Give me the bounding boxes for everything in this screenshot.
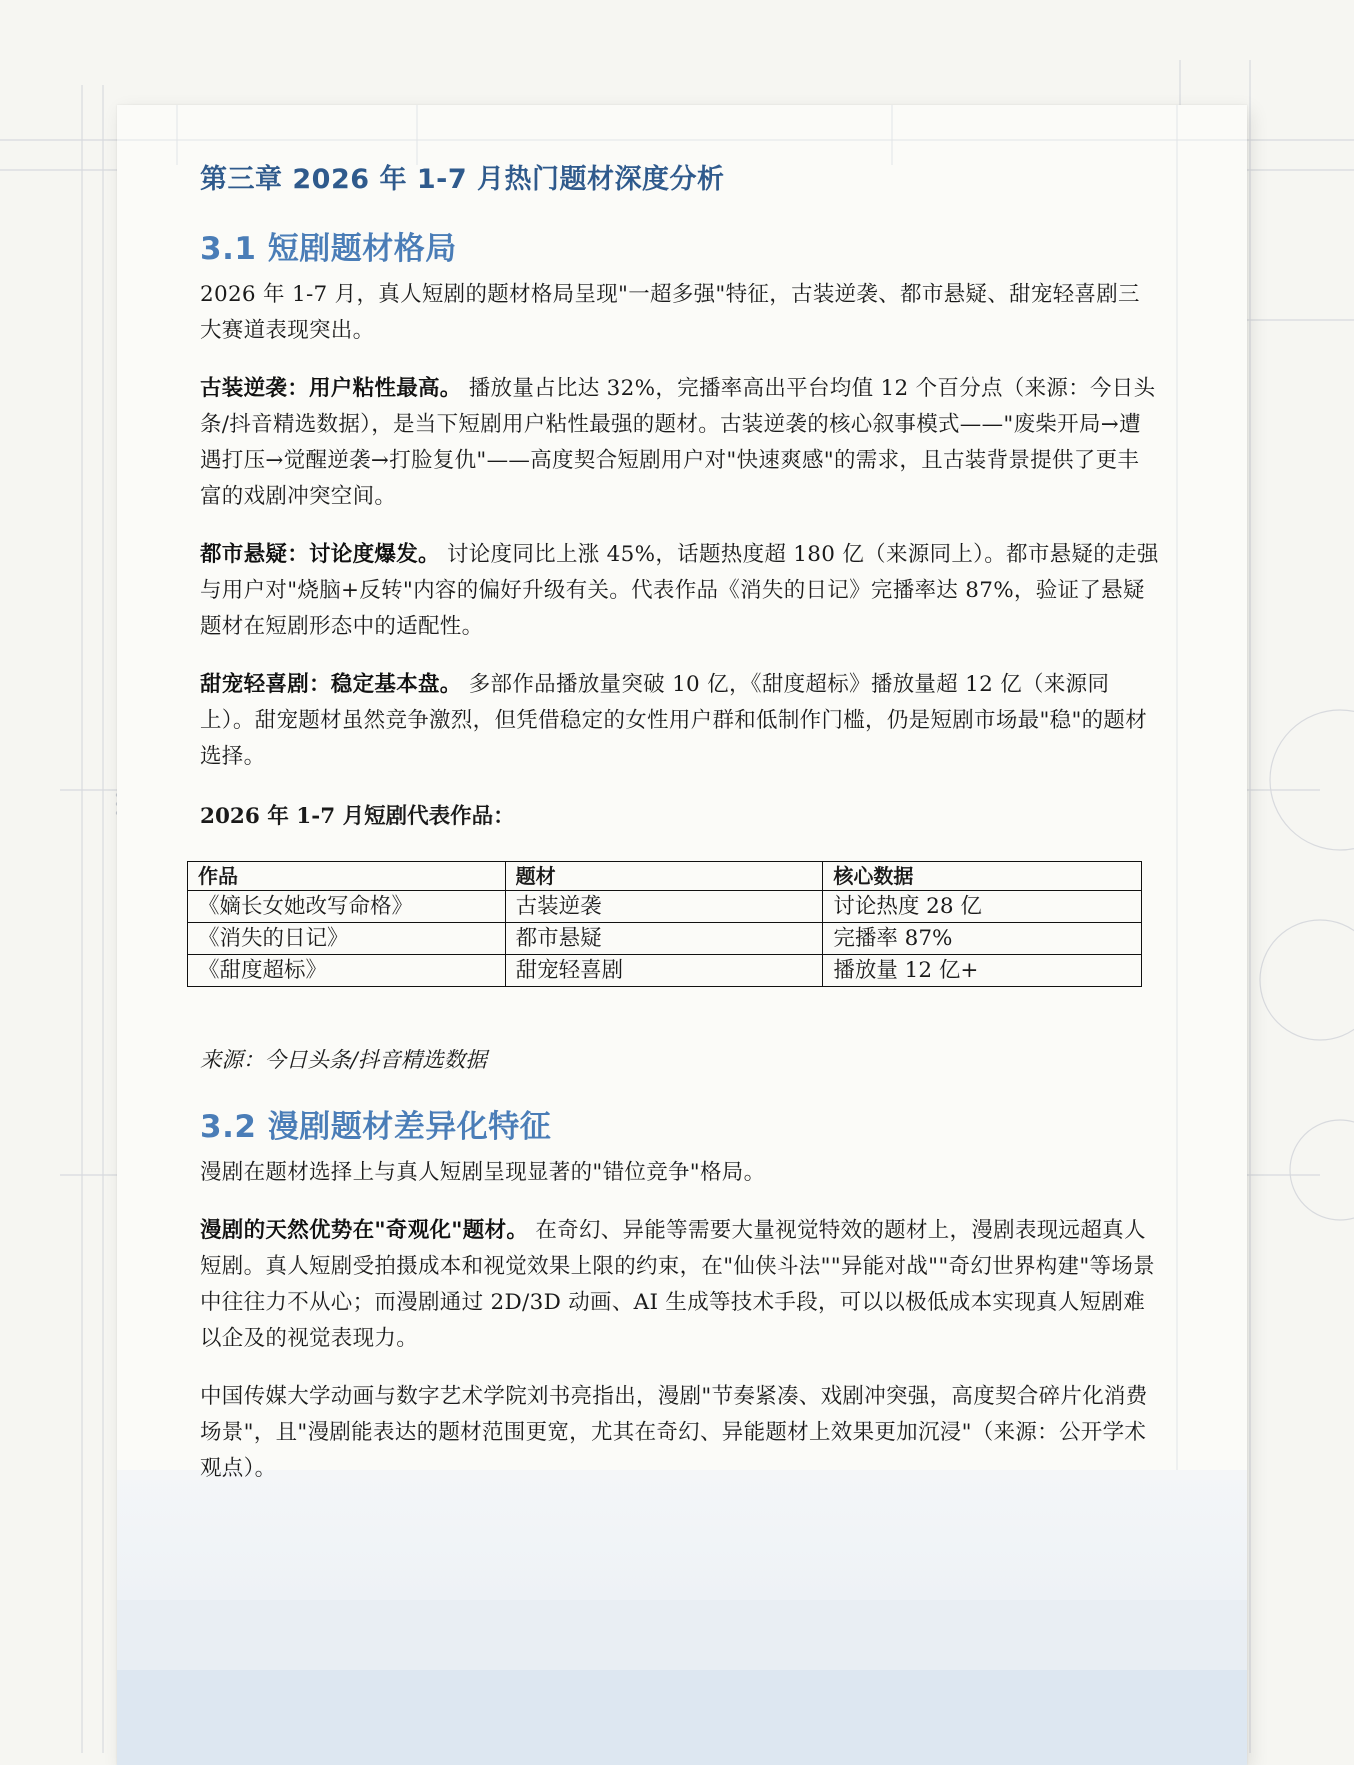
- paragraph-lead: 都市悬疑：讨论度爆发。: [200, 542, 440, 567]
- chapter-title: 第三章 2026 年 1-7 月热门题材深度分析: [200, 164, 725, 195]
- table-cell: 讨论热度 28 亿: [823, 891, 1142, 923]
- paragraph-text: 讨论度同比上涨 45%，话题热度超 180 亿（来源同上）。都市悬疑的走强与用户对"烧脑+反转"内容的偏好升级有关。代表作品《消失的日记》完播率达 87%，验证了悬疑题材在短剧形态中的适配性。: [200, 542, 1159, 639]
- table-cell: 《嫡长女她改写命格》: [188, 891, 506, 923]
- paragraph-lead: 甜宠轻喜剧：稳定基本盘。: [200, 672, 462, 697]
- paragraph-text: 播放量占比达 32%，完播率高出平台均值 12 个百分点（来源：今日头条/抖音精选数据），是当下短剧用户粘性最强的题材。古装逆袭的核心叙事模式——"废柴开局→遭遇打压→觉醒逆袭→打脸复仇"——高度契合短剧用户对"快速爽感"的需求，且古装背景提供了更丰富的戏剧冲突空间。: [200, 376, 1156, 509]
- paragraph-text: 多部作品播放量突破 10 亿，《甜度超标》播放量超 12 亿（来源同上）。甜宠题材虽然竞争激烈，但凭借稳定的女性用户群和低制作门槛，仍是短剧市场最"稳"的题材选择。: [200, 672, 1148, 769]
- paragraph-text: 中国传媒大学动画与数字艺术学院刘书亮指出，漫剧"节奏紧凑、戏剧冲突强，高度契合碎片化消费场景"，且"漫剧能表达的题材范围更宽，尤其在奇幻、异能题材上效果更加沉浸"（来源：公开学术观点）。: [200, 1384, 1148, 1481]
- column-header-genre: 题材: [505, 862, 823, 891]
- table-cell: 完播率 87%: [823, 923, 1142, 955]
- section-2-intro: 漫剧在题材选择上与真人短剧呈现显著的"错位竞争"格局。: [200, 1160, 766, 1185]
- section-heading-3-2: 3.2 漫剧题材差异化特征: [200, 1109, 552, 1145]
- document-content: [200, 155, 1160, 1487]
- table-cell: 都市悬疑: [505, 923, 823, 955]
- representative-works-table: [187, 861, 1142, 987]
- paragraph-spectacle-advantage: [200, 1213, 1160, 1357]
- paragraph-lead: 古装逆袭：用户粘性最高。: [200, 376, 462, 401]
- section-1-intro: 2026 年 1-7 月，真人短剧的题材格局呈现"一超多强"特征，古装逆袭、都市悬疑、甜宠轻喜剧三大赛道表现突出。: [200, 282, 1140, 343]
- table-caption: 2026 年 1-7 月短剧代表作品：: [200, 804, 515, 829]
- paragraph-expert-quote: [200, 1379, 1160, 1487]
- column-header-work: 作品: [188, 862, 506, 891]
- table-header-row: [188, 862, 1142, 891]
- table-row: [188, 923, 1142, 955]
- table-row: [188, 891, 1142, 923]
- paragraph-text: 在奇幻、异能等需要大量视觉特效的题材上，漫剧表现远超真人短剧。真人短剧受拍摄成本和视觉效果上限的约束，在"仙侠斗法""异能对战""奇幻世界构建"等场景中往往力不从心；而漫剧通过 2D/3D 动画、AI 生成等技术手段，可以以极低成本实现真人短剧难以企及的视觉表现力。: [200, 1218, 1155, 1351]
- paragraph-urban-suspense: [200, 537, 1160, 645]
- column-header-key-data: 核心数据: [823, 862, 1142, 891]
- paragraph-lead: 漫剧的天然优势在"奇观化"题材。: [200, 1218, 529, 1243]
- table-row: [188, 955, 1142, 987]
- table-source-note: 来源：今日头条/抖音精选数据: [200, 1048, 487, 1073]
- paragraph-sweet-comedy: [200, 667, 1160, 775]
- section-heading-3-1: 3.1 短剧题材格局: [200, 231, 457, 267]
- table-cell: 《消失的日记》: [188, 923, 506, 955]
- table-cell: 古装逆袭: [505, 891, 823, 923]
- paragraph-costume-revenge: [200, 371, 1160, 515]
- table-cell: 甜宠轻喜剧: [505, 955, 823, 987]
- table-cell: 播放量 12 亿+: [823, 955, 1142, 987]
- table-cell: 《甜度超标》: [188, 955, 506, 987]
